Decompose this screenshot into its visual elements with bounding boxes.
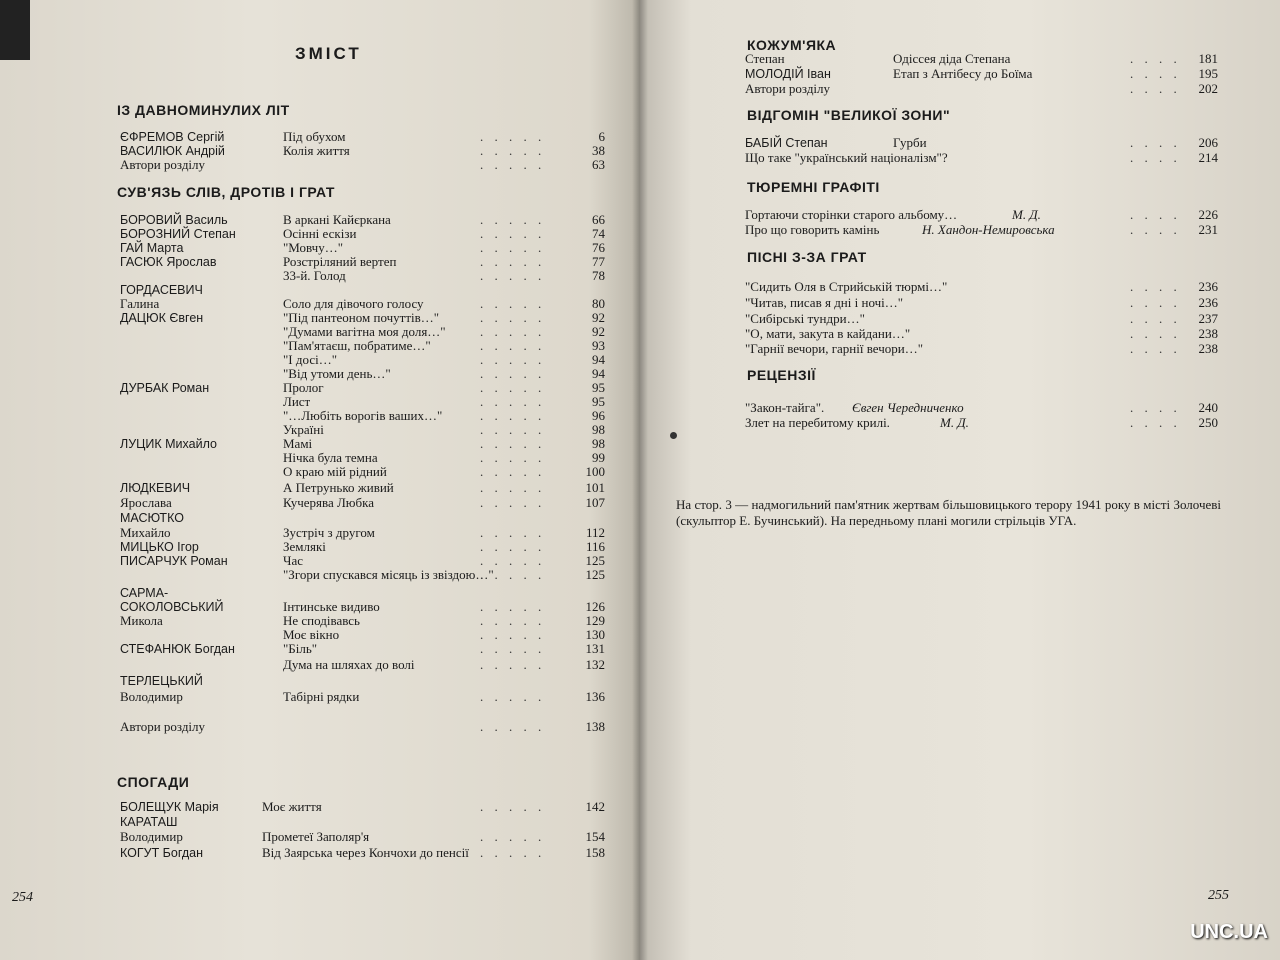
toc-title: "Пам'ятаєш, побратиме…" (283, 338, 431, 353)
toc-title: "Під пантеоном почуттів…" (283, 310, 440, 325)
toc-title: Дума на шляхах до волі (283, 657, 415, 672)
toc-title: Гурби (893, 135, 927, 150)
toc-entry: "Сидить Оля в Стрийській тюрмі…" (745, 279, 948, 294)
toc-title: Розстріляний вертеп (283, 254, 397, 269)
leader-dots: . . . . (1130, 279, 1181, 294)
leader-dots: . . . . . (480, 380, 546, 395)
toc-page: 98 (592, 436, 605, 451)
leader-dots: . . . . . (480, 422, 546, 437)
section-heading: СПОГАДИ (117, 774, 190, 790)
section-heading: РЕЦЕНЗІЇ (747, 367, 816, 383)
toc-author: САРМА- (120, 586, 169, 600)
leader-dots: . . . . . (480, 226, 546, 241)
leader-dots: . . . . (1130, 326, 1181, 341)
toc-title: Не сподівавсь (283, 613, 360, 628)
leader-dots: . . . . . (480, 567, 546, 582)
toc-title: Від Заярська через Кончохи до пенсії (262, 845, 469, 860)
leader-dots: . . . . . (480, 450, 546, 465)
leader-dots: . . . . . (480, 366, 546, 381)
leader-dots: . . . . . (480, 129, 546, 144)
leader-dots: . . . . (1130, 400, 1181, 415)
toc-author: ВАСИЛЮК Андрій (120, 144, 225, 158)
toc-title: Лист (283, 394, 311, 409)
toc-page: 78 (592, 268, 605, 283)
toc-page: 92 (592, 324, 605, 339)
toc-entry: БАБІЙ Степан (745, 136, 828, 150)
toc-page: 181 (1198, 51, 1218, 66)
section-heading: ПІСНІ З-ЗА ГРАТ (747, 249, 867, 265)
toc-author: СТЕФАНЮК Богдан (120, 642, 235, 656)
toc-title: Інтинське видиво (283, 599, 380, 614)
toc-author: Ярослава (120, 495, 172, 510)
leader-dots: . . . . . (480, 719, 546, 734)
leader-dots: . . . . . (480, 495, 546, 510)
leader-dots: . . . . . (480, 408, 546, 423)
toc-page: 92 (592, 310, 605, 325)
leader-dots: . . . . . (480, 525, 546, 540)
toc-page: 100 (585, 464, 605, 479)
leader-dots: . . . . . (480, 143, 546, 158)
toc-title: Одіссея діда Степана (893, 51, 1011, 66)
background-edge (0, 0, 30, 60)
toc-page: 132 (585, 657, 605, 672)
toc-page: 238 (1198, 326, 1218, 341)
toc-title: Мамі (283, 436, 313, 451)
toc-page: 231 (1198, 222, 1218, 237)
toc-title: 33-й. Голод (283, 268, 346, 283)
leader-dots: . . . . (1130, 150, 1181, 165)
toc-author: ЛУЦИК Михайло (120, 437, 217, 451)
leader-dots: . . . . (1130, 207, 1181, 222)
toc-page: 226 (1198, 207, 1218, 222)
toc-page: 66 (592, 212, 605, 227)
leader-dots: . . . . . (480, 641, 546, 656)
toc-page: 94 (592, 352, 605, 367)
leader-dots: . . . . . (480, 845, 546, 860)
toc-author: ПИСАРЧУК Роман (120, 554, 228, 568)
leader-dots: . . . . . (480, 268, 546, 283)
toc-author: БОЛЕЩУК Марія (120, 800, 219, 814)
leader-dots: . . . . (1130, 415, 1181, 430)
toc-page: 125 (585, 553, 605, 568)
toc-page: 158 (585, 845, 605, 860)
leader-dots: . . . . . (480, 212, 546, 227)
leader-dots: . . . . . (480, 829, 546, 844)
section-heading: ВІДГОМІН "ВЕЛИКОЇ ЗОНИ" (747, 107, 951, 123)
toc-title: Землякі (283, 539, 326, 554)
watermark: UNC.UA (1190, 921, 1268, 943)
toc-title: Євген Чередниченко (852, 400, 964, 415)
leader-dots: . . . . (1130, 295, 1181, 310)
toc-title: Нічка була темна (283, 450, 378, 465)
illustration-note: На стор. 3 — надмогильний пам'ятник жертвам більшовицького терору 1941 року в місті Золочеві (скульптор Е. Бучинський). На передньому плані могили стрільців УГА. (676, 497, 1221, 528)
section-heading: СУВ'ЯЗЬ СЛІВ, ДРОТІВ І ГРАТ (117, 184, 335, 200)
toc-title: Н. Хандон-Немировська (922, 222, 1055, 237)
toc-author: БОРОВИЙ Василь (120, 213, 228, 227)
toc-page: 63 (592, 157, 605, 172)
toc-page: 107 (585, 495, 605, 510)
toc-page: 80 (592, 296, 605, 311)
toc-title: Час (283, 553, 303, 568)
page-number-right: 255 (1208, 888, 1229, 903)
toc-entry: Про що говорить камінь (745, 222, 880, 237)
toc-page: 236 (1198, 295, 1218, 310)
toc-page: 126 (585, 599, 605, 614)
toc-author: МАСЮТКО (120, 511, 184, 525)
leader-dots: . . . . . (480, 157, 546, 172)
toc-page: 136 (585, 689, 605, 704)
leader-dots: . . . . . (480, 480, 546, 495)
toc-title: Колія життя (283, 143, 350, 158)
toc-page: 77 (592, 254, 605, 269)
toc-author: КОГУТ Богдан (120, 846, 203, 860)
toc-author: ДАЦЮК Євген (120, 311, 204, 325)
toc-page: 236 (1198, 279, 1218, 294)
leader-dots: . . . . . (480, 338, 546, 353)
leader-dots: . . . . . (480, 324, 546, 339)
bullet-mark (670, 432, 677, 439)
toc-title: О краю мій рідний (283, 464, 387, 479)
leader-dots: . . . . . (480, 254, 546, 269)
leader-dots: . . . . (1130, 222, 1181, 237)
leader-dots: . . . . (1130, 51, 1181, 66)
toc-author: БОРОЗНИЙ Степан (120, 227, 236, 241)
toc-page: 129 (585, 613, 605, 628)
toc-title: Моє життя (262, 799, 322, 814)
toc-title: В аркані Кайєркана (283, 212, 391, 227)
toc-page: 94 (592, 366, 605, 381)
toc-title: "Згори спускався місяць із звіздою…" (283, 567, 494, 582)
toc-author: Володимир (120, 689, 183, 704)
section-heading: ІЗ ДАВНОМИНУЛИХ ЛІТ (117, 102, 290, 118)
toc-page: 116 (585, 539, 605, 554)
toc-page: 240 (1198, 400, 1218, 415)
toc-page: 95 (592, 380, 605, 395)
toc-author: ГАСЮК Ярослав (120, 255, 217, 269)
toc-title: Соло для дівочого голосу (283, 296, 424, 311)
leader-dots: . . . . . (480, 599, 546, 614)
toc-author: ЛЮДКЕВИЧ (120, 481, 191, 495)
toc-page: 238 (1198, 341, 1218, 356)
leader-dots: . . . . . (480, 352, 546, 367)
toc-page: 130 (585, 627, 605, 642)
toc-page: 138 (585, 719, 605, 734)
toc-entry: МОЛОДІЙ Іван (745, 67, 831, 81)
leader-dots: . . . . . (480, 436, 546, 451)
toc-page: 195 (1198, 66, 1218, 81)
leader-dots: . . . . . (480, 464, 546, 479)
leader-dots: . . . . (1130, 311, 1181, 326)
toc-author: ТЕРЛЕЦЬКИЙ (120, 674, 203, 688)
toc-entry: "Закон-тайга". (745, 400, 825, 415)
leader-dots: . . . . . (480, 240, 546, 255)
toc-title: Моє вікно (283, 627, 340, 642)
leader-dots: . . . . . (480, 689, 546, 704)
toc-author: Автори розділу (120, 157, 206, 172)
leader-dots: . . . . . (480, 539, 546, 554)
toc-title: Етап з Антібесу до Боїма (893, 66, 1033, 81)
toc-title: Пролог (283, 380, 324, 395)
leader-dots: . . . . . (480, 394, 546, 409)
toc-title: А Петрунько живий (283, 480, 394, 495)
toc-entry: Степан (745, 51, 785, 66)
toc-page: 6 (598, 129, 605, 144)
leader-dots: . . . . (1130, 135, 1181, 150)
toc-page: 237 (1198, 311, 1218, 326)
toc-page: 99 (592, 450, 605, 465)
toc-page: 131 (585, 641, 605, 656)
book-spine (632, 0, 648, 960)
toc-page: 142 (585, 799, 605, 814)
toc-page: 202 (1198, 81, 1218, 96)
toc-title: М. Д. (940, 415, 969, 430)
leader-dots: . . . . . (480, 296, 546, 311)
toc-title: "Від утоми день…" (283, 366, 391, 381)
leader-dots: . . . . . (480, 627, 546, 642)
toc-title: Під обухом (283, 129, 346, 144)
toc-author: ГОРДАСЕВИЧ (120, 283, 203, 297)
toc-entry: "Сибірські тундри…" (745, 311, 865, 326)
toc-page: 74 (592, 226, 605, 241)
toc-page: 214 (1198, 150, 1218, 165)
toc-page: 112 (585, 525, 605, 540)
toc-title: "Біль" (283, 641, 318, 656)
leader-dots: . . . . (1130, 66, 1181, 81)
toc-title: Кучерява Любка (283, 495, 374, 510)
toc-author: МИЦЬКО Ігор (120, 540, 199, 554)
page-number-left: 254 (12, 890, 33, 905)
toc-title: "Думами вагітна моя доля…" (283, 324, 446, 339)
toc-author: Володимир (120, 829, 183, 844)
toc-entry: "Гарнії вечори, гарнії вечори…" (745, 341, 924, 356)
toc-page: 93 (592, 338, 605, 353)
toc-title: "І досі…" (283, 352, 338, 367)
toc-page: 38 (592, 143, 605, 158)
toc-entry: "О, мати, закута в кайдани…" (745, 326, 911, 341)
toc-entry: "Читав, писав я дні і ночі…" (745, 295, 904, 310)
toc-author: Микола (120, 613, 163, 628)
toc-page: 206 (1198, 135, 1218, 150)
toc-title: "Мовчу…" (283, 240, 344, 255)
toc-author: Автори розділу (120, 719, 206, 734)
toc-page: 96 (592, 408, 605, 423)
toc-author: ДУРБАК Роман (120, 381, 210, 395)
toc-author: ГАЙ Марта (120, 241, 184, 255)
toc-author: КАРАТАШ (120, 815, 178, 829)
leader-dots: . . . . . (480, 310, 546, 325)
section-heading: КОЖУМ'ЯКА (747, 37, 837, 53)
toc-page: 101 (585, 480, 605, 495)
toc-entry: Гортаючи сторінки старого альбому… (745, 207, 958, 222)
toc-author: ЄФРЕМОВ Сергій (120, 130, 225, 144)
toc-page: 154 (585, 829, 605, 844)
toc-title: Прометеї Заполяр'я (262, 829, 370, 844)
toc-author: Галина (120, 296, 160, 311)
toc-entry: Що таке "український націоналізм"? (745, 150, 948, 165)
toc-title: Зустріч з другом (283, 525, 375, 540)
toc-page: 98 (592, 422, 605, 437)
toc-title: Україні (283, 422, 324, 437)
toc-entry: Злет на перебитому крилі. (745, 415, 890, 430)
leader-dots: . . . . . (480, 553, 546, 568)
toc-author: Михайло (120, 525, 171, 540)
leader-dots: . . . . (1130, 341, 1181, 356)
toc-title: Осінні ескізи (283, 226, 357, 241)
toc-page: 250 (1198, 415, 1218, 430)
toc-page: 125 (585, 567, 605, 582)
page-title: ЗМІСТ (295, 44, 362, 63)
leader-dots: . . . . . (480, 613, 546, 628)
leader-dots: . . . . (1130, 81, 1181, 96)
toc-entry: Автори розділу (745, 81, 831, 96)
section-heading: ТЮРЕМНІ ГРАФІТІ (747, 179, 880, 195)
toc-title: Табірні рядки (283, 689, 360, 704)
toc-title: М. Д. (1012, 207, 1041, 222)
leader-dots: . . . . . (480, 799, 546, 814)
toc-page: 95 (592, 394, 605, 409)
toc-title: "…Любіть ворогів ваших…" (283, 408, 443, 423)
toc-author: СОКОЛОВСЬКИЙ (120, 600, 224, 614)
leader-dots: . . . . . (480, 657, 546, 672)
toc-page: 76 (592, 240, 605, 255)
